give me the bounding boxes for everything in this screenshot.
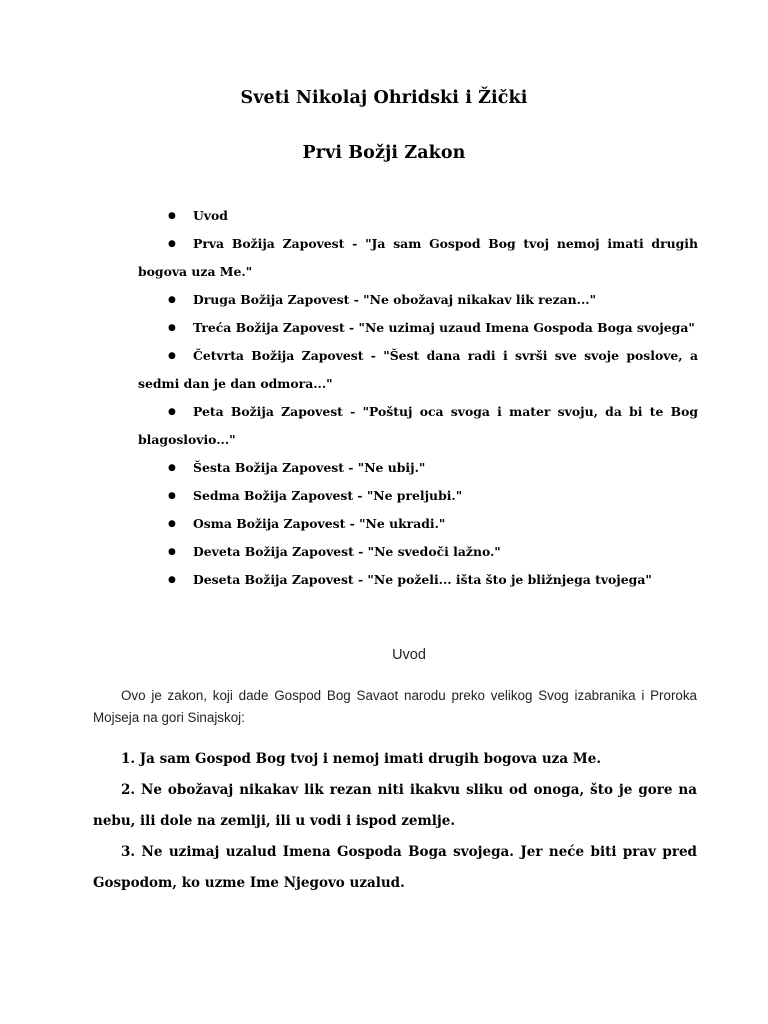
law-text: Ne uzimaj uzalud Imena Gospoda Boga svojega. Jer neće biti prav pred Gospodom, ko uzme Ime Njegovo uzalud. [93,844,697,891]
toc-item-osma[interactable] [138,510,698,538]
toc-item-label: Treća Božija Zapovest - [193,320,359,335]
section-heading: Uvod [392,647,426,663]
toc-item-quote: "Ne svedoči lažno." [367,544,501,559]
toc-item-label: Prva Božija Zapovest - [193,236,366,251]
toc-item-peta[interactable] [138,398,698,454]
table-of-contents [138,202,698,594]
toc-item-prva[interactable] [138,230,698,286]
toc-item-quote: "Ne ubij." [357,460,426,475]
bullet-icon: ● [168,211,176,221]
toc-item-label: Osma Božija Zapovest - [193,516,360,531]
bullet-icon: ● [168,575,176,585]
toc-item-quote: "Ne ukradi." [359,516,446,531]
law-number: 3. [121,844,136,860]
toc-item-quote: "Ne obožavaj nikakav lik rezan..." [363,292,597,307]
bullet-icon: ● [168,239,176,249]
toc-item-deseta[interactable] [138,566,698,594]
bullet-icon: ● [168,547,176,557]
law-number: 2. [121,782,136,798]
bullet-icon: ● [168,351,176,361]
law-paragraph [93,775,697,837]
toc-item-label: Peta Božija Zapovest - [193,404,363,419]
bullet-icon: ● [168,295,176,305]
toc-item-label: Četvrta Božija Zapovest - [193,348,384,363]
toc-item-cetvrta[interactable] [138,342,698,398]
toc-item-treca[interactable] [138,314,698,342]
toc-item-deveta[interactable] [138,538,698,566]
law-paragraph [93,744,697,775]
bullet-icon: ● [168,463,176,473]
law-text: Ja sam Gospod Bog tvoj i nemoj imati drugih bogova uza Me. [135,751,602,767]
law-number: 1. [121,751,136,767]
toc-item-label: Druga Božija Zapovest - [193,292,364,307]
toc-item-label: Deseta Božija Zapovest - [193,572,368,587]
toc-item-quote: "Ne preljubi." [366,488,463,503]
law-paragraph [93,837,697,899]
toc-item-quote: "Ne uzimaj uzaud Imena Gospoda Boga svojega" [358,320,695,335]
toc-item-quote: "Ja sam Gospod Bog tvoj nemoj imati drugih bogova uza Me." [138,236,699,279]
toc-item-label: Uvod [193,208,228,223]
toc-item-uvod[interactable] [138,202,698,230]
bullet-icon: ● [168,323,176,333]
document-title: Sveti Nikolaj Ohridski i Žički [240,88,528,108]
toc-item-label: Šesta Božija Zapovest - [193,460,358,475]
toc-item-druga[interactable] [138,286,698,314]
intro-paragraph: Ovo je zakon, koji dade Gospod Bog Savaot narodu preko velikog Svog izabranika i Proroka Mojseja na gori Sinajskoj: [93,688,697,725]
toc-item-label: Deveta Božija Zapovest - [193,544,368,559]
toc-item-sesta[interactable] [138,454,698,482]
toc-item-quote: "Poštuj oca svoga i mater svoju, da bi te Bog blagoslovio..." [138,404,698,447]
toc-item-label: Sedma Božija Zapovest - [193,488,367,503]
law-text: Ne obožavaj nikakav lik rezan niti ikakvu sliku od onoga, što je gore na nebu, ili dole na zemlji, ili u vodi i ispod zemlje. [93,782,697,829]
toc-item-quote: "Ne poželi... išta što je bližnjega tvojega" [367,572,652,587]
bullet-icon: ● [168,491,176,501]
bullet-icon: ● [168,407,176,417]
toc-item-quote: "Šest dana radi i svrši sve svoje poslove, a sedmi dan je dan odmora..." [138,348,698,391]
document-subtitle: Prvi Božji Zakon [302,143,466,163]
toc-item-sedma[interactable] [138,482,698,510]
bullet-icon: ● [168,519,176,529]
